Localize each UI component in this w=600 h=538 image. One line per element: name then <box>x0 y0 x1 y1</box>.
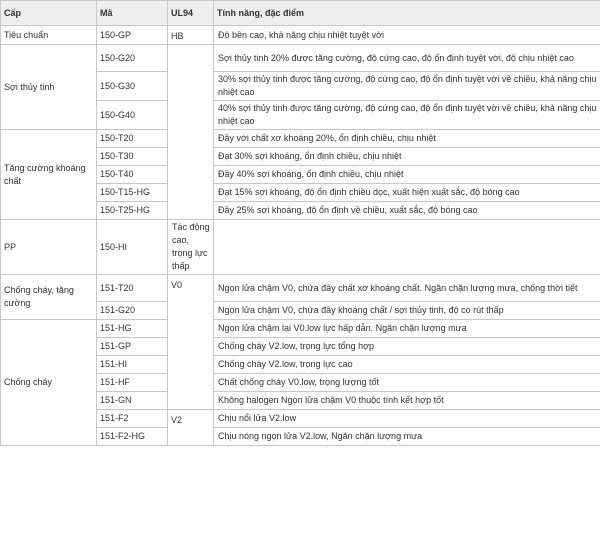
code-cell: 151-F2-HG <box>97 428 168 446</box>
table-row <box>1 130 600 148</box>
code-cell: 151-GN <box>97 392 168 410</box>
feature-cell: Chống cháy V2.low, trọng lực tổng hợp <box>214 338 600 356</box>
feature-cell: 40% sợi thủy tinh được tăng cường, độ cứng cao, độ ổn định tuyệt vời về chiều, khả năng chịu nhiệt cao <box>214 101 600 130</box>
ul94-cell <box>168 45 214 220</box>
feature-cell: Sợi thủy tinh 20% được tăng cường, độ cứng cao, độ ổn định tuyệt vời, độ chịu nhiệt cao <box>214 45 600 72</box>
feature-cell: Đầy 40% sợi khoáng, ổn định chiều, chịu nhiệt <box>214 166 600 184</box>
code-cell: 150-GP <box>97 26 168 45</box>
feature-cell: Chịu nóng ngọn lửa V2.low, Ngăn chặn lượng mưa <box>214 428 600 446</box>
code-cell: 150-G40 <box>97 101 168 130</box>
grade-cell: Tăng cường khoáng chất <box>1 130 97 220</box>
code-cell: 151-GP <box>97 338 168 356</box>
code-cell: 151-HF <box>97 374 168 392</box>
grade-cell: Chống cháy, tăng cường <box>1 275 97 320</box>
feature-cell: Đầy với chất xơ khoáng 20%, ổn định chiều, chịu nhiệt <box>214 130 600 148</box>
table-row <box>1 45 600 72</box>
code-cell: 150-HI <box>97 220 168 275</box>
feature-cell: Ngọn lửa chậm lại V0.low lực hấp dẫn. Ngăn chặn lượng mưa <box>214 320 600 338</box>
ul94-cell: V0 <box>168 275 214 410</box>
feature-cell: Tác động cao, trọng lực thấp <box>168 220 214 275</box>
header-row <box>1 1 600 26</box>
code-cell: 150-T30 <box>97 148 168 166</box>
grade-cell: Chống cháy <box>1 320 97 446</box>
code-cell: 150-T40 <box>97 166 168 184</box>
code-cell: 150-G30 <box>97 72 168 101</box>
grade-cell: Sợi thủy tinh <box>1 45 97 130</box>
header-ul94: UL94 <box>168 1 214 26</box>
table-row <box>1 26 600 45</box>
table-row <box>1 320 600 338</box>
code-cell: 150-T25-HG <box>97 202 168 220</box>
feature-cell: Không halogen Ngọn lửa chậm V0 thuộc tính kết hợp tốt <box>214 392 600 410</box>
feature-cell: Đạt 30% sợi khoáng, ổn định chiều, chịu nhiệt <box>214 148 600 166</box>
grade-cell: Tiêu chuẩn <box>1 26 97 45</box>
code-cell: 151-F2 <box>97 410 168 428</box>
code-cell: 151-HI <box>97 356 168 374</box>
feature-cell: 30% sợi thủy tinh được tăng cường, độ cứng cao, độ ổn định tuyệt vời về chiều, khả năng chịu nhiệt cao <box>214 72 600 101</box>
header-code: Mã <box>97 1 168 26</box>
header-grade: Cấp <box>1 1 97 26</box>
feature-cell: Đạt 15% sợi khoáng, độ ổn định chiều dọc, xuất hiện xuất sắc, độ bóng cao <box>214 184 600 202</box>
feature-cell: Ngọn lửa chậm V0, chứa đầy khoáng chất / sợi thủy tinh, độ co rút thấp <box>214 302 600 320</box>
feature-cell: Chịu nổi lửa V2.low <box>214 410 600 428</box>
feature-cell: Chất chống cháy V0.low, trọng lượng tốt <box>214 374 600 392</box>
code-cell: 150-T20 <box>97 130 168 148</box>
grade-cell: PP <box>1 220 97 275</box>
table-body <box>1 26 600 446</box>
code-cell: 151-HG <box>97 320 168 338</box>
ul94-cell: HB <box>168 26 214 45</box>
code-cell: 151-T20 <box>97 275 168 302</box>
ul94-cell: V2 <box>168 410 214 446</box>
feature-cell: Ngọn lửa chậm V0, chứa đầy chất xơ khoáng chất. Ngăn chặn lượng mưa, chống thời tiết <box>214 275 600 302</box>
table-row <box>1 275 600 302</box>
code-cell: 151-G20 <box>97 302 168 320</box>
feature-cell: Đầy 25% sợi khoáng, độ ổn định về chiều, xuất sắc, độ bóng cao <box>214 202 600 220</box>
feature-cell: Chống cháy V2.low, trọng lực cao <box>214 356 600 374</box>
code-cell: 150-G20 <box>97 45 168 72</box>
table-row <box>1 220 600 275</box>
header-features: Tính năng, đặc điểm <box>214 1 600 26</box>
feature-cell: Độ bền cao, khả năng chịu nhiệt tuyệt vời <box>214 26 600 45</box>
code-cell: 150-T15-HG <box>97 184 168 202</box>
